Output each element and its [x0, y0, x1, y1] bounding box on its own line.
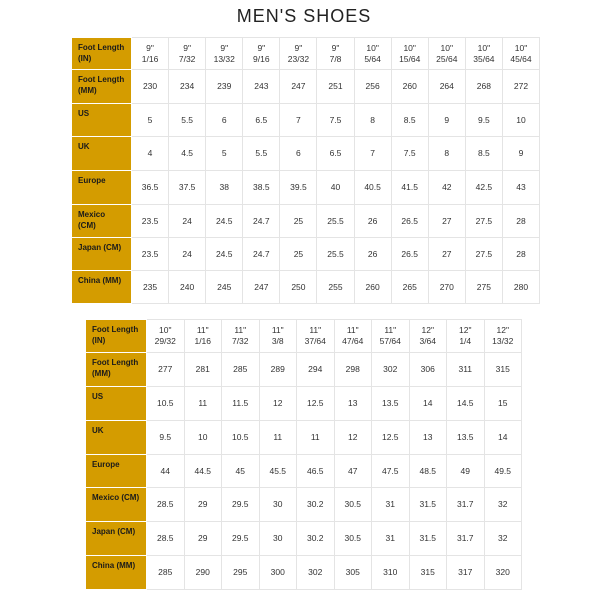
table-cell: 11" 7/32	[222, 320, 260, 353]
table-cell: 9" 7/32	[169, 38, 206, 70]
table-cell: 9" 23/32	[280, 38, 317, 70]
table-cell: 31.5	[409, 522, 447, 556]
table-cell: 12	[334, 421, 372, 455]
table-cell: 290	[184, 556, 222, 590]
table-cell: 30.5	[334, 488, 372, 522]
size-chart-table-2	[85, 319, 522, 590]
table-cell: 302	[372, 353, 410, 387]
table-cell: 289	[259, 353, 297, 387]
table-cell: 27.5	[465, 205, 502, 238]
table-cell: 5	[132, 104, 169, 137]
table-cell: 24.7	[243, 205, 280, 238]
table-cell: 24	[169, 205, 206, 238]
table-cell: 9" 13/32	[206, 38, 243, 70]
row-label: Mexico (CM)	[86, 488, 147, 522]
table-cell: 247	[280, 70, 317, 104]
table-cell: 31	[372, 522, 410, 556]
table-cell: 45.5	[259, 455, 297, 488]
table-cell: 13.5	[372, 387, 410, 421]
row-label: US	[72, 104, 132, 137]
table-cell: 317	[447, 556, 485, 590]
table-cell: 298	[334, 353, 372, 387]
table-cell: 239	[206, 70, 243, 104]
table-row	[86, 387, 522, 421]
table-cell: 12" 1/4	[447, 320, 485, 353]
table-cell: 240	[169, 271, 206, 304]
table-cell: 320	[484, 556, 522, 590]
table-cell: 11" 47/64	[334, 320, 372, 353]
table-cell: 31.7	[447, 522, 485, 556]
table-cell: 4	[132, 137, 169, 171]
size-chart-table-1	[71, 37, 540, 304]
row-label: Foot Length (MM)	[72, 70, 132, 104]
table-cell: 270	[428, 271, 465, 304]
table-row	[86, 320, 522, 353]
table-cell: 31.7	[447, 488, 485, 522]
table-cell: 28	[502, 238, 539, 271]
table-cell: 24	[169, 238, 206, 271]
table-cell: 247	[243, 271, 280, 304]
table-cell: 4.5	[169, 137, 206, 171]
table-cell: 315	[409, 556, 447, 590]
table-cell: 251	[317, 70, 354, 104]
table-row	[72, 137, 540, 171]
table-cell: 295	[222, 556, 260, 590]
table-cell: 44.5	[184, 455, 222, 488]
table-cell: 32	[484, 522, 522, 556]
table-cell: 10	[184, 421, 222, 455]
table-cell: 272	[502, 70, 539, 104]
table-cell: 235	[132, 271, 169, 304]
table-cell: 10" 45/64	[502, 38, 539, 70]
row-label: Europe	[72, 171, 132, 205]
table-cell: 25	[280, 238, 317, 271]
table-cell: 29.5	[222, 488, 260, 522]
table-cell: 305	[334, 556, 372, 590]
table-cell: 10.5	[147, 387, 185, 421]
table-cell: 15	[484, 387, 522, 421]
table-cell: 11" 37/64	[297, 320, 335, 353]
table-cell: 26	[354, 238, 391, 271]
table-cell: 315	[484, 353, 522, 387]
table-cell: 6	[206, 104, 243, 137]
table-cell: 47	[334, 455, 372, 488]
table-cell: 256	[354, 70, 391, 104]
table-cell: 40	[317, 171, 354, 205]
row-label: UK	[86, 421, 147, 455]
row-label: China (MM)	[72, 271, 132, 304]
table-cell: 6	[280, 137, 317, 171]
table-cell: 10" 15/64	[391, 38, 428, 70]
row-label: Foot Length (IN)	[86, 320, 147, 353]
row-label: Japan (CM)	[86, 522, 147, 556]
row-label: Europe	[86, 455, 147, 488]
table-cell: 10" 25/64	[428, 38, 465, 70]
table-cell: 38	[206, 171, 243, 205]
table-cell: 10" 35/64	[465, 38, 502, 70]
table-cell: 11	[297, 421, 335, 455]
table-cell: 230	[132, 70, 169, 104]
table-cell: 311	[447, 353, 485, 387]
table-cell: 8	[428, 137, 465, 171]
table-cell: 32	[484, 488, 522, 522]
table-cell: 280	[502, 271, 539, 304]
table-cell: 5	[206, 137, 243, 171]
table-cell: 42.5	[465, 171, 502, 205]
table-row	[86, 353, 522, 387]
table-cell: 11	[184, 387, 222, 421]
table-cell: 310	[372, 556, 410, 590]
table-cell: 26.5	[391, 238, 428, 271]
table-row	[86, 488, 522, 522]
table-cell: 24.5	[206, 205, 243, 238]
table-cell: 43	[502, 171, 539, 205]
table-cell: 277	[147, 353, 185, 387]
table-cell: 44	[147, 455, 185, 488]
table-cell: 11	[259, 421, 297, 455]
table-cell: 24.7	[243, 238, 280, 271]
table-cell: 13	[334, 387, 372, 421]
table-cell: 46.5	[297, 455, 335, 488]
table-cell: 7.5	[391, 137, 428, 171]
table-row	[72, 70, 540, 104]
table-cell: 281	[184, 353, 222, 387]
table-cell: 30.5	[334, 522, 372, 556]
table-cell: 37.5	[169, 171, 206, 205]
table-cell: 26	[354, 205, 391, 238]
table-cell: 250	[280, 271, 317, 304]
table-cell: 302	[297, 556, 335, 590]
table-cell: 40.5	[354, 171, 391, 205]
table-cell: 7.5	[317, 104, 354, 137]
table-cell: 264	[428, 70, 465, 104]
table-cell: 14	[484, 421, 522, 455]
table-cell: 275	[465, 271, 502, 304]
table-row	[72, 238, 540, 271]
table-cell: 31	[372, 488, 410, 522]
table-cell: 8	[354, 104, 391, 137]
table-cell: 10	[502, 104, 539, 137]
table-cell: 28	[502, 205, 539, 238]
table-cell: 11" 3/8	[259, 320, 297, 353]
table-cell: 268	[465, 70, 502, 104]
table-cell: 12" 3/64	[409, 320, 447, 353]
table-cell: 6.5	[243, 104, 280, 137]
table-cell: 29.5	[222, 522, 260, 556]
table-row	[72, 171, 540, 205]
table-cell: 31.5	[409, 488, 447, 522]
table-cell: 9" 9/16	[243, 38, 280, 70]
table-cell: 9" 1/16	[132, 38, 169, 70]
table-cell: 25.5	[317, 205, 354, 238]
table-cell: 24.5	[206, 238, 243, 271]
table-cell: 23.5	[132, 205, 169, 238]
table-cell: 265	[391, 271, 428, 304]
table-cell: 10" 29/32	[147, 320, 185, 353]
table-cell: 10" 5/64	[354, 38, 391, 70]
table-cell: 23.5	[132, 238, 169, 271]
table-cell: 49	[447, 455, 485, 488]
table-cell: 5.5	[243, 137, 280, 171]
table-cell: 13	[409, 421, 447, 455]
table-cell: 12" 13/32	[484, 320, 522, 353]
row-label: UK	[72, 137, 132, 171]
table-cell: 234	[169, 70, 206, 104]
table-row	[72, 38, 540, 70]
table-cell: 27	[428, 205, 465, 238]
row-label: Japan (CM)	[72, 238, 132, 271]
table-cell: 12	[259, 387, 297, 421]
table-cell: 7	[354, 137, 391, 171]
table-cell: 25	[280, 205, 317, 238]
table-cell: 27	[428, 238, 465, 271]
table-cell: 26.5	[391, 205, 428, 238]
table-row	[72, 205, 540, 238]
table-cell: 255	[317, 271, 354, 304]
table-cell: 306	[409, 353, 447, 387]
table-cell: 285	[222, 353, 260, 387]
table-row	[86, 556, 522, 590]
table-cell: 27.5	[465, 238, 502, 271]
table-cell: 25.5	[317, 238, 354, 271]
table-cell: 260	[391, 70, 428, 104]
table-cell: 285	[147, 556, 185, 590]
table-cell: 29	[184, 488, 222, 522]
table-cell: 260	[354, 271, 391, 304]
row-label: China (MM)	[86, 556, 147, 590]
table-cell: 48.5	[409, 455, 447, 488]
table-cell: 30.2	[297, 522, 335, 556]
table-cell: 9.5	[465, 104, 502, 137]
table-cell: 7	[280, 104, 317, 137]
table-cell: 12.5	[372, 421, 410, 455]
table-cell: 42	[428, 171, 465, 205]
table-cell: 30	[259, 522, 297, 556]
table-cell: 41.5	[391, 171, 428, 205]
table-cell: 9	[428, 104, 465, 137]
table-cell: 28.5	[147, 488, 185, 522]
table-cell: 5.5	[169, 104, 206, 137]
table-cell: 13.5	[447, 421, 485, 455]
table-cell: 11.5	[222, 387, 260, 421]
table-cell: 14	[409, 387, 447, 421]
table-cell: 300	[259, 556, 297, 590]
table-cell: 49.5	[484, 455, 522, 488]
table-row	[86, 455, 522, 488]
row-label: Mexico (CM)	[72, 205, 132, 238]
page-title: MEN'S SHOES	[236, 6, 372, 26]
table-cell: 47.5	[372, 455, 410, 488]
table-cell: 36.5	[132, 171, 169, 205]
table-cell: 45	[222, 455, 260, 488]
row-label: US	[86, 387, 147, 421]
table-cell: 294	[297, 353, 335, 387]
table-cell: 11" 57/64	[372, 320, 410, 353]
table-cell: 30.2	[297, 488, 335, 522]
table-cell: 14.5	[447, 387, 485, 421]
table-cell: 9	[502, 137, 539, 171]
table-cell: 9" 7/8	[317, 38, 354, 70]
table-cell: 8.5	[465, 137, 502, 171]
table-cell: 9.5	[147, 421, 185, 455]
table-cell: 12.5	[297, 387, 335, 421]
table-cell: 10.5	[222, 421, 260, 455]
table-cell: 38.5	[243, 171, 280, 205]
row-label: Foot Length (MM)	[86, 353, 147, 387]
table-row	[72, 271, 540, 304]
table-row	[72, 104, 540, 137]
table-cell: 243	[243, 70, 280, 104]
table-cell: 8.5	[391, 104, 428, 137]
table-row	[86, 421, 522, 455]
table-cell: 30	[259, 488, 297, 522]
table-cell: 245	[206, 271, 243, 304]
table-cell: 28.5	[147, 522, 185, 556]
table-cell: 29	[184, 522, 222, 556]
table-cell: 11" 1/16	[184, 320, 222, 353]
table-cell: 6.5	[317, 137, 354, 171]
table-row	[86, 522, 522, 556]
row-label: Foot Length (IN)	[72, 38, 132, 70]
table-cell: 39.5	[280, 171, 317, 205]
